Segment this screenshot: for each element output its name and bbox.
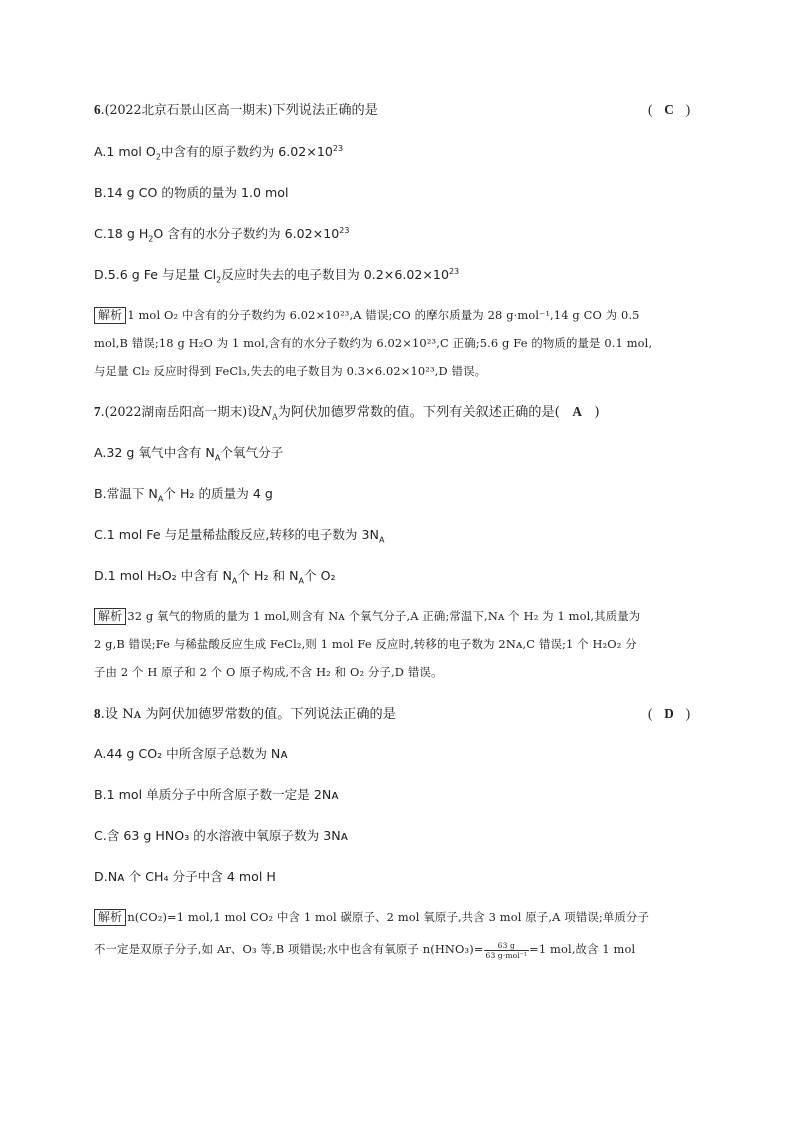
explanation-line: 2 g,B 错误;Fe 与稀盐酸反应生成 FeCl₂,则 1 mol Fe 反应时,转移的电子数为 2Nᴀ,C 错误;1 个 H₂O₂ 分 (94, 637, 637, 651)
explanation-line: 与足量 Cl₂ 反应时得到 FeCl₃,失去的电子数目为 0.3×6.02×10²³,D 错误。 (94, 364, 487, 378)
option-a: A.44 g CO₂ 中所含原子总数为 Nᴀ (94, 746, 288, 761)
question-source: .(2022湖南岳阳高一期末) (100, 404, 248, 419)
explanation-tag: 解析 (94, 307, 126, 324)
answer-letter: C (664, 102, 674, 117)
option-b: B.1 mol 单质分子中所含原子数一定是 2Nᴀ (94, 787, 339, 802)
option-c: C.含 63 g HNO₃ 的水溶液中氧原子数为 3Nᴀ (94, 828, 349, 843)
explanation-tag: 解析 (94, 909, 126, 926)
option-b: B.14 g CO 的物质的量为 1.0 mol (94, 185, 289, 200)
explanation-line: 解析 n(CO₂)=1 mol,1 mol CO₂ 中含 1 mol 碳原子、2 mol 氧原子,共含 3 mol 原子,A 项错误;单质分子 (94, 908, 649, 926)
explanation-line: mol,B 错误;18 g H₂O 为 1 mol,含有的水分子数约为 6.02×10²³,C 正确;5.6 g Fe 的物质的量是 0.1 mol, (94, 336, 653, 350)
answer-bracket: ( D ) (648, 706, 691, 721)
option-a: A.32 g 氧气中含有 $N_A$个氧气分子 (94, 445, 284, 463)
option-c: C.18 g $H_2O$ 含有的水分子数约为 $6.02\times 10^{23}$ (94, 225, 350, 244)
explanation-line: 解析 1 mol O₂ 中含有的分子数约为 6.02×10²³,A 错误;CO 的摩尔质量为 28 g·mol⁻¹,14 g CO 为 0.5 (94, 306, 640, 324)
explanation-line: 不一定是双原子分子,如 Ar、O₃ 等,B 项错误;水中也含有氧原子 n(HNO₃)= $\frac{63 g}{\text{63 g·mol⁻¹}}$ =1 mol,故含 1 mol (94, 940, 636, 960)
fraction: $\frac{63 g}{\text{63 g·mol⁻¹}}$ (485, 940, 528, 960)
answer-bracket: ( C ) (648, 102, 691, 117)
answer-letter: D (664, 706, 674, 721)
question-7-stem: 7.(2022湖南岳阳高一期末)设$N_A$为阿伏加德罗常数的值。下列有关叙述正确的是( A ) (94, 404, 600, 422)
question-number: 8 (94, 706, 101, 721)
option-a: A.1 mol $O_2$中含有的原子数约为 $6.02\times 10^{23}$ (94, 143, 344, 162)
answer-letter: A (572, 404, 582, 419)
explanation-tag: 解析 (94, 608, 126, 625)
explanation-line: 解析 32 g 氧气的物质的量为 1 mol,则含有 Nᴀ 个氧气分子,A 正确;常温下,Nᴀ 个 H₂ 为 1 mol,其质量为 (94, 607, 640, 625)
option-b: B.常温下 $N_A$个 H₂ 的质量为 4 g (94, 486, 273, 504)
question-text: 下列说法正确的是 (272, 103, 378, 118)
option-d: D.1 mol H₂O₂ 中含有 $N_A$个 H₂ 和 $N_A$个 O₂ (94, 568, 336, 586)
question-number: 7 (94, 404, 101, 419)
explanation-line: 子由 2 个 H 原子和 2 个 O 原子构成,不含 H₂ 和 O₂ 分子,D 错误。 (94, 665, 443, 679)
question-8-stem (94, 705, 396, 724)
option-c: C.1 mol Fe 与足量稀盐酸反应,转移的电子数为 $3N_A$ (94, 527, 385, 545)
option-d: D.5.6 g Fe 与足量 $Cl_2$反应时失去的电子数目为 $0.2\times 6.02\times 10^{23}$ (94, 266, 460, 285)
question-source: .(2022北京石景山区高一期末) (100, 102, 273, 117)
question-number: 6 (94, 102, 101, 117)
option-d: D.Nᴀ 个 CH₄ 分子中含 4 mol H (94, 869, 276, 884)
question-text: .设 Nᴀ 为阿伏加德罗常数的值。下列说法正确的是 (100, 707, 396, 722)
question-6-stem (94, 101, 378, 120)
